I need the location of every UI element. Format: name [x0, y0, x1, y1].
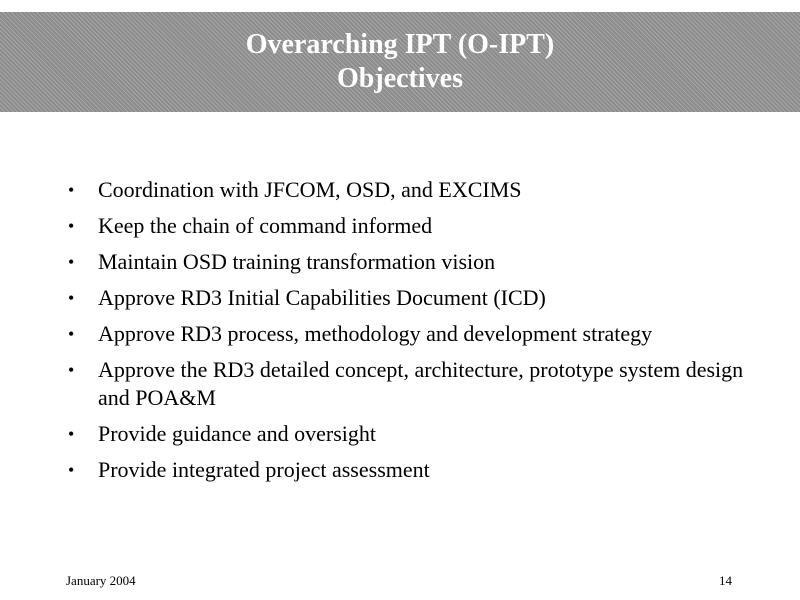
bullet-icon: •: [68, 324, 75, 344]
bullet-text: Provide guidance and oversight: [98, 421, 376, 446]
bullet-text: Approve the RD3 detailed concept, architecture, prototype system design and POA&M: [98, 357, 744, 410]
slide-title: Overarching IPT (O-IPT): [245, 29, 555, 60]
bullet-item: [64, 284, 754, 312]
bullet-item: [64, 456, 754, 484]
bullet-item: [64, 420, 754, 448]
bullet-item: [64, 176, 754, 204]
bullet-text: Coordination with JFCOM, OSD, and EXCIMS: [98, 177, 522, 202]
bullet-text: Approve RD3 Initial Capabilities Document (ICD): [98, 285, 546, 310]
bullet-text: Provide integrated project assessment: [98, 457, 430, 482]
bullet-icon: •: [68, 180, 75, 200]
bullet-text: Approve RD3 process, methodology and development strategy: [98, 321, 653, 346]
bullet-icon: •: [68, 424, 75, 444]
bullet-list: [64, 176, 754, 492]
slide-subtitle: Objectives: [337, 63, 463, 94]
bullet-item: [64, 320, 754, 348]
footer-date: January 2004: [66, 573, 136, 588]
bullet-icon: •: [68, 360, 75, 380]
bullet-text: Maintain OSD training transformation vision: [98, 249, 496, 274]
bullet-icon: •: [68, 216, 75, 236]
bullet-item: [64, 356, 754, 412]
bullet-item: [64, 248, 754, 276]
title-banner: [0, 12, 800, 112]
bullet-icon: •: [68, 460, 75, 480]
bullet-text: Keep the chain of command informed: [98, 213, 433, 238]
page-number: 14: [719, 573, 732, 588]
bullet-item: [64, 212, 754, 240]
bullet-icon: •: [68, 252, 75, 272]
bullet-icon: •: [68, 288, 75, 308]
